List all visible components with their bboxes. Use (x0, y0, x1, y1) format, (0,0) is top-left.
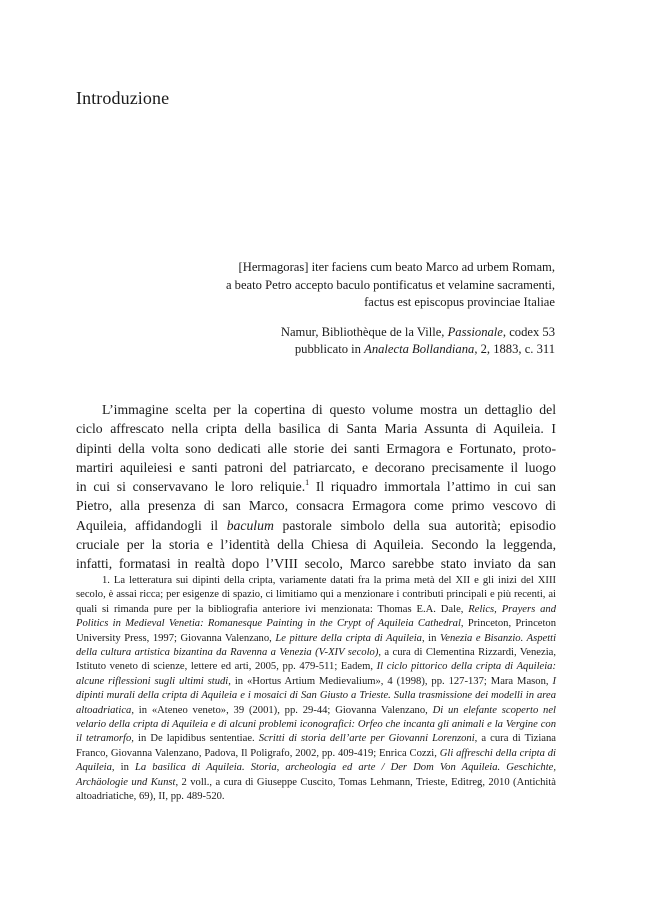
body-line: dipinti della volta sono dedicati alle storie dei santi Ermagora e Fortunato, proto- (76, 440, 556, 456)
body-line: cruciale per la storia e l’identità della Chiesa di Aquileia. Secondo la leggenda, (76, 537, 556, 553)
footnote-italic: Il ciclo pittorico della cripta di Aquileia: alcune riflessioni sugli ultimi studi (76, 661, 556, 687)
epigraph-source-line (226, 324, 555, 342)
epigraph-line: [Hermagoras] iter faciens cum beato Marco ad urbem Romam, (238, 260, 555, 274)
footnote-span: 1. La letteratura sui dipinti della cripta, variamente datati fra la prima metà del XII e gli inizi del XIII secolo, è assai ricca; per esigenze di spazio, ci limitiamo qui a menzionare i contributi principali e più recenti, ai quali si rimanda pure per la bibliografia anteriore ivi menzionata: Thomas E.A. Dale, (76, 575, 556, 615)
source-journal: Analecta Bollandiana (364, 342, 475, 357)
body-text: pastorale simbolo della sua autorità; episodio (273, 517, 556, 533)
body-text: Il riquadro immortala l’attimo in cui san (309, 479, 556, 495)
footnote-italic: Gli affreschi della cripta di Aquileia (76, 747, 556, 774)
footnote-span: , in «Hortus Artium Medievalium», 4 (1998), pp. 127-137; Mara Mason, (228, 675, 553, 687)
body-italic: baculum (226, 517, 274, 533)
footnote-span: , a cura di Clementina Rizzardi, Venezia, Istituto veneto di scienze, lettere ed arti, 2005, pp. 479-511; Eadem, (76, 647, 556, 673)
body-line: ciclo affrescato nella cripta della basilica di Santa Maria Assunta di Aquileia. I (76, 421, 556, 437)
chapter-title: Introduzione (76, 88, 170, 108)
footnote-italic: Le pitture della cripta di Aquileia (275, 632, 422, 644)
epigraph-line: factus est episcopus provinciae Italiae (364, 295, 555, 310)
footnote-span: , 2 voll., a cura di Giuseppe Cuscito, Tomas Lehmann, Trieste, Editreg, 2010 (Antichità altoadriatiche, 69), II, pp. 489-520. (76, 776, 556, 803)
epigraph-line: a beato Petro accepto baculo pontificatus et velamine sacramenti, (225, 277, 555, 292)
body-line: martiri aquileiesi e santi patroni del patriarcato, e decorano precisamente il luogo (76, 459, 556, 475)
source-text: pubblicato in (294, 342, 365, 357)
footnote-span: , in «Ateneo veneto», 39 (2001), pp. 29-44; Giovanna Valenzano, (131, 704, 433, 716)
body-paragraph (76, 400, 556, 574)
footnote-span: , a cura di Tiziana Franco, Giovanna Valenzano, Padova, Il Poligrafo, 2002, pp. 409-419; Enrica Cozzi, (76, 733, 556, 759)
source-text: , 2, 1883, c. 311 (474, 342, 555, 357)
source-title: Passionale (447, 324, 503, 339)
epigraph-source-line (226, 341, 555, 359)
body-text: Aquileia, affidandogli il (76, 517, 227, 533)
footnote-1 (76, 574, 556, 805)
footnote-text (76, 574, 556, 805)
body-text: in cui si conservavano le loro reliquie. (76, 479, 306, 495)
footnote-italic: I dipinti murali della cripta di Aquileia e i mosaici di San Giusto a Trieste. Sulla trasmissione dei modelli in area altoadriatica (76, 675, 556, 716)
footnote-italic: Relics, Prayers and Politics in Medieval Venetia: Romanesque Painting in the Crypt of Aquileia Cathedral (76, 603, 557, 630)
footnote-italic: Scritti di storia dell’arte per Giovanni Lorenzoni (258, 733, 475, 745)
source-text: Namur, Bibliothèque de la Ville, (280, 324, 448, 339)
body-line (76, 516, 556, 535)
source-text: , codex 53 (502, 324, 555, 339)
epigraph (226, 259, 555, 359)
body-line: Pietro, alla presenza di san Marco, consacra Ermagora come primo vescovo di (76, 498, 556, 514)
footnote-span: in De lapidibus sententiae. (133, 733, 259, 745)
body-line: L’immagine scelta per la copertina di questo volume mostra un dettaglio del (102, 402, 556, 417)
footnote-italic: Venezia e Bisanzio. Aspetti della cultura artistica bizantina da Ravenna a Venezia (V-XIV secolo) (76, 632, 557, 659)
footnote-ref[interactable]: 1 (305, 477, 310, 487)
footnote-italic: La basilica di Aquileia. Storia, archeologia ed arte / Der Dom Von Aquileia. Geschichte, Archäologie und Kunst (76, 762, 556, 788)
body-line (76, 477, 556, 496)
footnote-italic: Di un elefante scoperto nel velario della cripta di Aquileia e di alcuni problemi iconografici: Orfeo che incanta gli animali e la Vergine con il tetramorfo, (76, 704, 556, 745)
footnote-span: , in (111, 762, 135, 774)
footnote-span: , in (421, 632, 440, 644)
body-line: infatti, formatasi in realtà dopo l’VIII secolo, Marco sarebbe stato inviato da san (76, 556, 556, 572)
footnote-span: , Princeton, Princeton University Press, 1997; Giovanna Valenzano, (76, 618, 557, 644)
epigraph-source (226, 324, 555, 359)
